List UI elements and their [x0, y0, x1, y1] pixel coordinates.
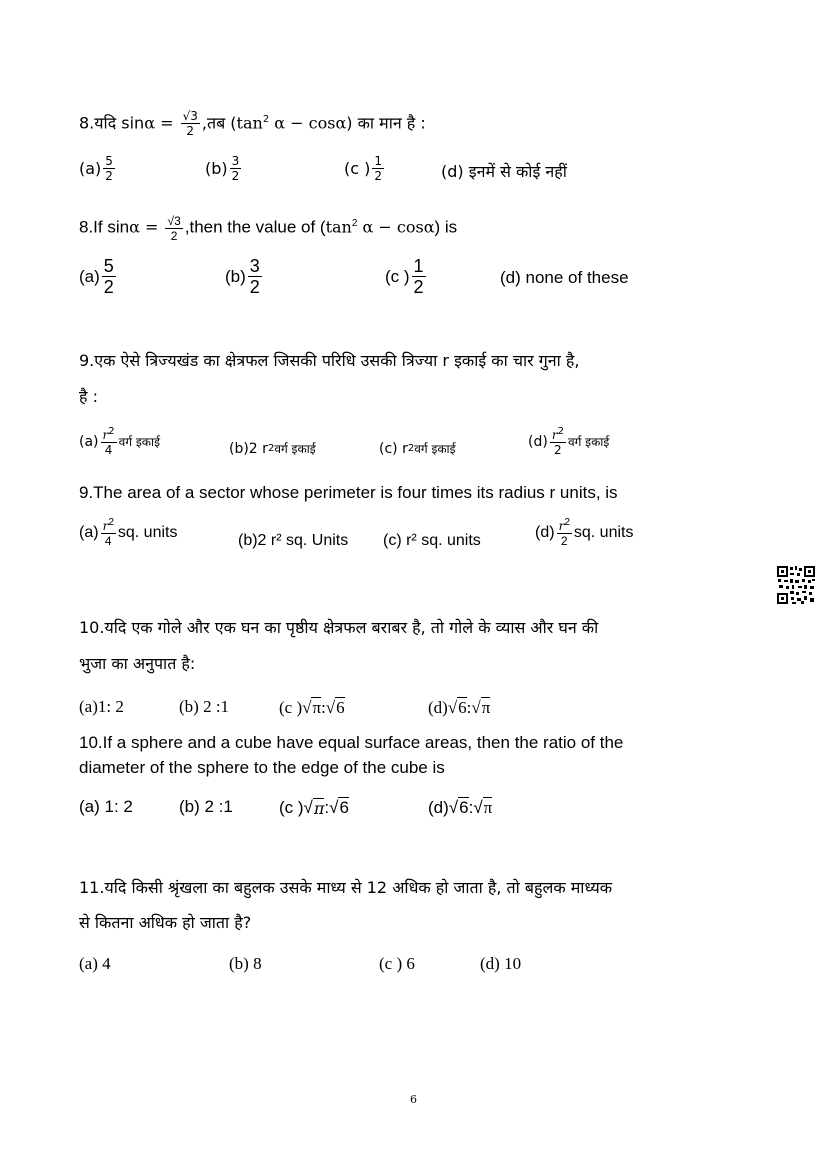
q11-hindi-question-line2: से कितना अधिक हो जाता है? [79, 913, 252, 932]
page-number: 6 [410, 1093, 417, 1106]
q10-english-option-d: (d) √ 6 : √ π [428, 797, 493, 817]
sqrt3-over-2-fraction: $\frac{√3}{2}$ [167, 213, 181, 243]
q10-hindi-option-d: (d) √ 6 : √ π [428, 697, 491, 717]
q8-hindi-option-d: (d) इनमें से कोई नहीं [441, 162, 567, 181]
q8-english-option-b: (b) $\frac{3}{2}$ [225, 256, 260, 297]
q10-hindi-question-line2: भुजा का अनुपात है: [79, 654, 196, 673]
q8-hindi-option-c: (c ) $\frac{1}{2}$ [344, 154, 383, 183]
q8-hindi-option-b: (b) $\frac{3}{2}$ [205, 154, 240, 183]
q8-hindi-question: 8.यदि sinα = $\frac{√3}{2}$ ,तब ($\tan^2$ α − cosα) का मान है : [79, 109, 426, 139]
q8-english-option-a: (a) $\frac{5}{2}$ [79, 256, 114, 297]
sqrt3-over-2-fraction: $\frac{√3}{2}$ [182, 109, 198, 139]
q9-hindi-option-d: (d) $\frac{r^2}{2}$ वर्ग इकाई [528, 426, 610, 457]
q10-english-option-b: (b) 2 :1 [179, 797, 233, 816]
q8-hindi-option-a: (a) $\frac{5}{2}$ [79, 154, 113, 183]
q11-hindi-option-c: (c ) 6 [379, 954, 415, 973]
q9-hindi-option-c: (c) r 2 वर्ग इकाई [379, 440, 456, 457]
q9-hindi-option-a: (a) $\frac{r^2}{4}$ वर्ग इकाई [79, 426, 160, 457]
q9-hindi-option-b: (b)2 r 2 वर्ग इकाई [229, 440, 316, 457]
qr-code-icon [776, 565, 816, 605]
q11-hindi-option-d: (d) 10 [480, 954, 522, 973]
q8-english-question: 8.If sinα = $\frac{√3}{2}$ ,then the value of ($\tan^2$ α − cosα) is [79, 213, 458, 243]
q10-english-question-line2: diameter of the sphere to the edge of the cube is [79, 758, 445, 777]
q8-english-option-d: (d) none of these [500, 268, 629, 287]
q10-english-option-c: (c ) √ π : √ 6 [279, 797, 349, 818]
q11-hindi-option-a: (a) 4 [79, 954, 111, 973]
q11-hindi-question-line1: 11.यदि किसी श्रृंखला का बहुलक उसके माध्य से 12 अधिक हो जाता है, तो बहुलक माध्यक [79, 878, 613, 897]
q10-hindi-option-c: (c ) √ π : √ 6 [279, 697, 345, 717]
q10-english-option-a: (a) 1: 2 [79, 797, 133, 816]
q9-english-option-a: (a) $\frac{r^2}{4}$ sq. units [79, 517, 178, 548]
q11-hindi-option-b: (b) 8 [229, 954, 262, 973]
q10-hindi-option-a: (a)1: 2 [79, 697, 124, 716]
q9-hindi-question-line2: है : [79, 387, 98, 406]
q9-hindi-question-line1: 9.एक ऐसे त्रिज्यखंड का क्षेत्रफल जिसकी परिधि उसकी त्रिज्या r इकाई का चार गुना है, [79, 351, 580, 370]
q10-english-question-line1: 10.If a sphere and a cube have equal surface areas, then the ratio of the [79, 733, 624, 752]
q10-hindi-option-b: (b) 2 :1 [179, 697, 230, 716]
q8-english-option-c: (c ) $\frac{1}{2}$ [385, 256, 424, 297]
q9-english-option-b: (b)2 r² sq. Units [238, 532, 349, 549]
q10-hindi-question-line1: 10.यदि एक गोले और एक घन का पृष्ठीय क्षेत्रफल बराबर है, तो गोले के व्यास और घन की [79, 618, 599, 637]
q9-english-question: 9.The area of a sector whose perimeter is four times its radius r units, is [79, 483, 618, 502]
q9-english-option-d: (d) $\frac{r^2}{2}$ sq. units [535, 517, 634, 548]
q9-english-option-c: (c) r² sq. units [383, 532, 481, 549]
